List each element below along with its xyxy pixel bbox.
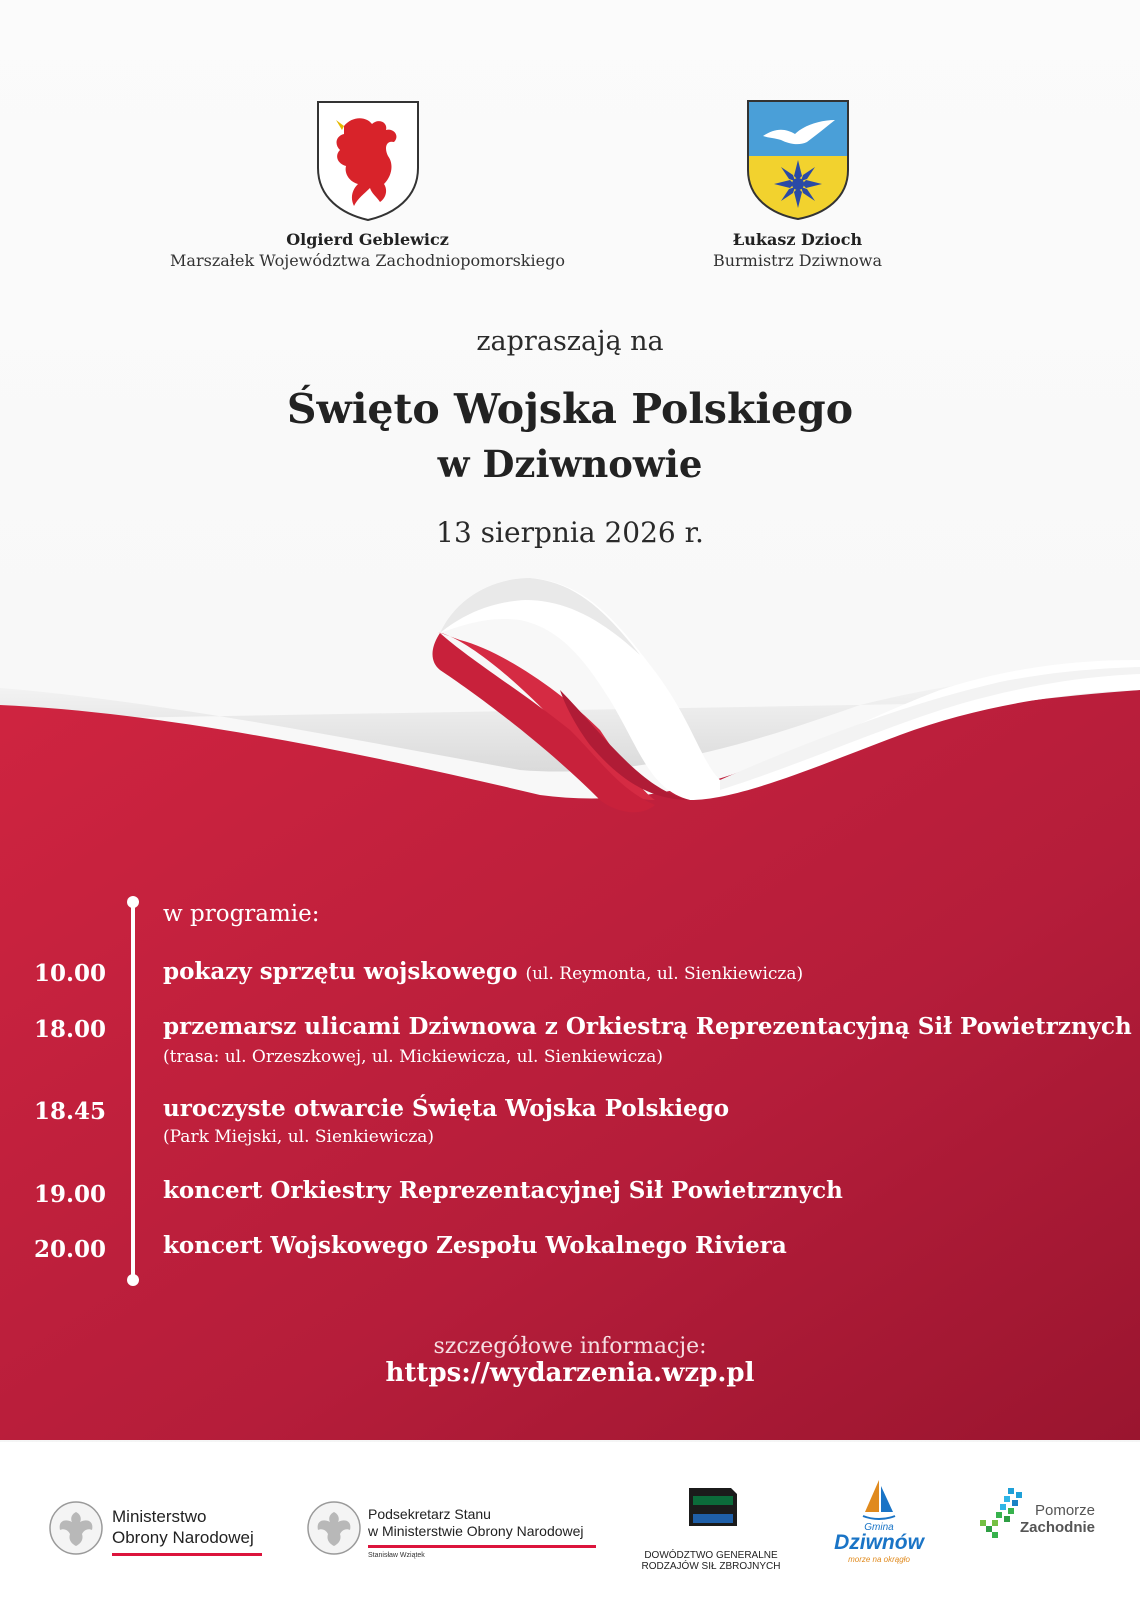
pod-line1: Podsekretarz Stanu [368,1506,491,1522]
gmina-dziwnow-logo [824,1478,934,1564]
eagle-emblem-icon [48,1500,104,1556]
program-title [163,958,803,985]
timeline-line [131,902,135,1280]
program-time: 18.45 [34,1098,107,1125]
program-heading: w programie: [163,901,320,927]
dg-emblem-icon [681,1484,741,1530]
info-link[interactable]: https://wydarzenia.wzp.pl [385,1358,755,1388]
event-title: Święto Wojska Polskiego [286,385,854,433]
program-title: przemarsz ulicami Dziwnowa z Orkiestrą Reprezentacyjną Sił Powietrznych [163,1013,1132,1040]
program-time: 18.00 [34,1016,107,1043]
eagle-emblem-icon [306,1500,362,1556]
dg-line2: RODZAJÓW SIŁ ZBROJNYCH [641,1561,781,1572]
dg-line1: DOWÓDZTWO GENERALNE [644,1550,778,1561]
flag-bar [112,1552,262,1556]
host-left [150,98,585,270]
program-title: koncert Orkiestry Reprezentacyjnej Sił Powietrznych [163,1177,843,1204]
pomorze-line2: Zachodnie [1020,1519,1096,1536]
program-note: (Park Miejski, ul. Sienkiewicza) [163,1127,435,1147]
program-title-text: pokazy sprzętu wojskowego [163,958,518,985]
invite-text: zapraszają na [476,326,664,357]
sail-icon [859,1478,899,1522]
program-time: 20.00 [34,1236,107,1263]
host-left-role: Marszałek Województwa Zachodniopomorskiego [170,251,565,270]
pod-line2: w Ministerstwie Obrony Narodowej [368,1523,584,1539]
dg-logo [636,1484,786,1572]
info-label: szczegółowe informacje: [433,1334,707,1359]
mon-line2: Obrony Narodowej [112,1528,254,1547]
griffin-crest-icon [314,98,422,222]
event-location: w Dziwnowie [437,442,703,486]
event-date: 13 sierpnia 2026 r. [436,516,704,549]
program-inline-note: (ul. Reymonta, ul. Sienkiewicza) [525,964,804,984]
gmina-name: Dziwnów [834,1531,924,1554]
seagull-crest-icon [745,98,851,222]
gmina-small: Gmina [864,1522,894,1533]
host-right-role: Burmistrz Dziwnowa [712,251,883,270]
footer-logos [0,1442,1140,1612]
program-note: (trasa: ul. Orzeszkowej, ul. Mickiewicza, ul. Sienkiewicza) [163,1047,663,1067]
program-time: 19.00 [34,1181,107,1208]
gmina-tagline: morze na okrągło [848,1555,910,1564]
timeline-end-dot [127,1274,139,1286]
program-title: uroczyste otwarcie Święta Wojska Polskiego [163,1095,730,1122]
host-right-name: Łukasz Dzioch [732,230,863,249]
host-left-name: Olgierd Geblewicz [286,230,449,249]
host-right [690,98,905,270]
program-title: koncert Wojskowego Zespołu Wokalnego Riviera [163,1232,787,1259]
program-time: 10.00 [34,960,107,987]
pod-name: Stanisław Wziątek [368,1552,425,1559]
pomorze-line1: Pomorze [1034,1502,1096,1519]
flag-bar [368,1544,596,1548]
mon-line1: Ministerstwo [112,1507,207,1526]
